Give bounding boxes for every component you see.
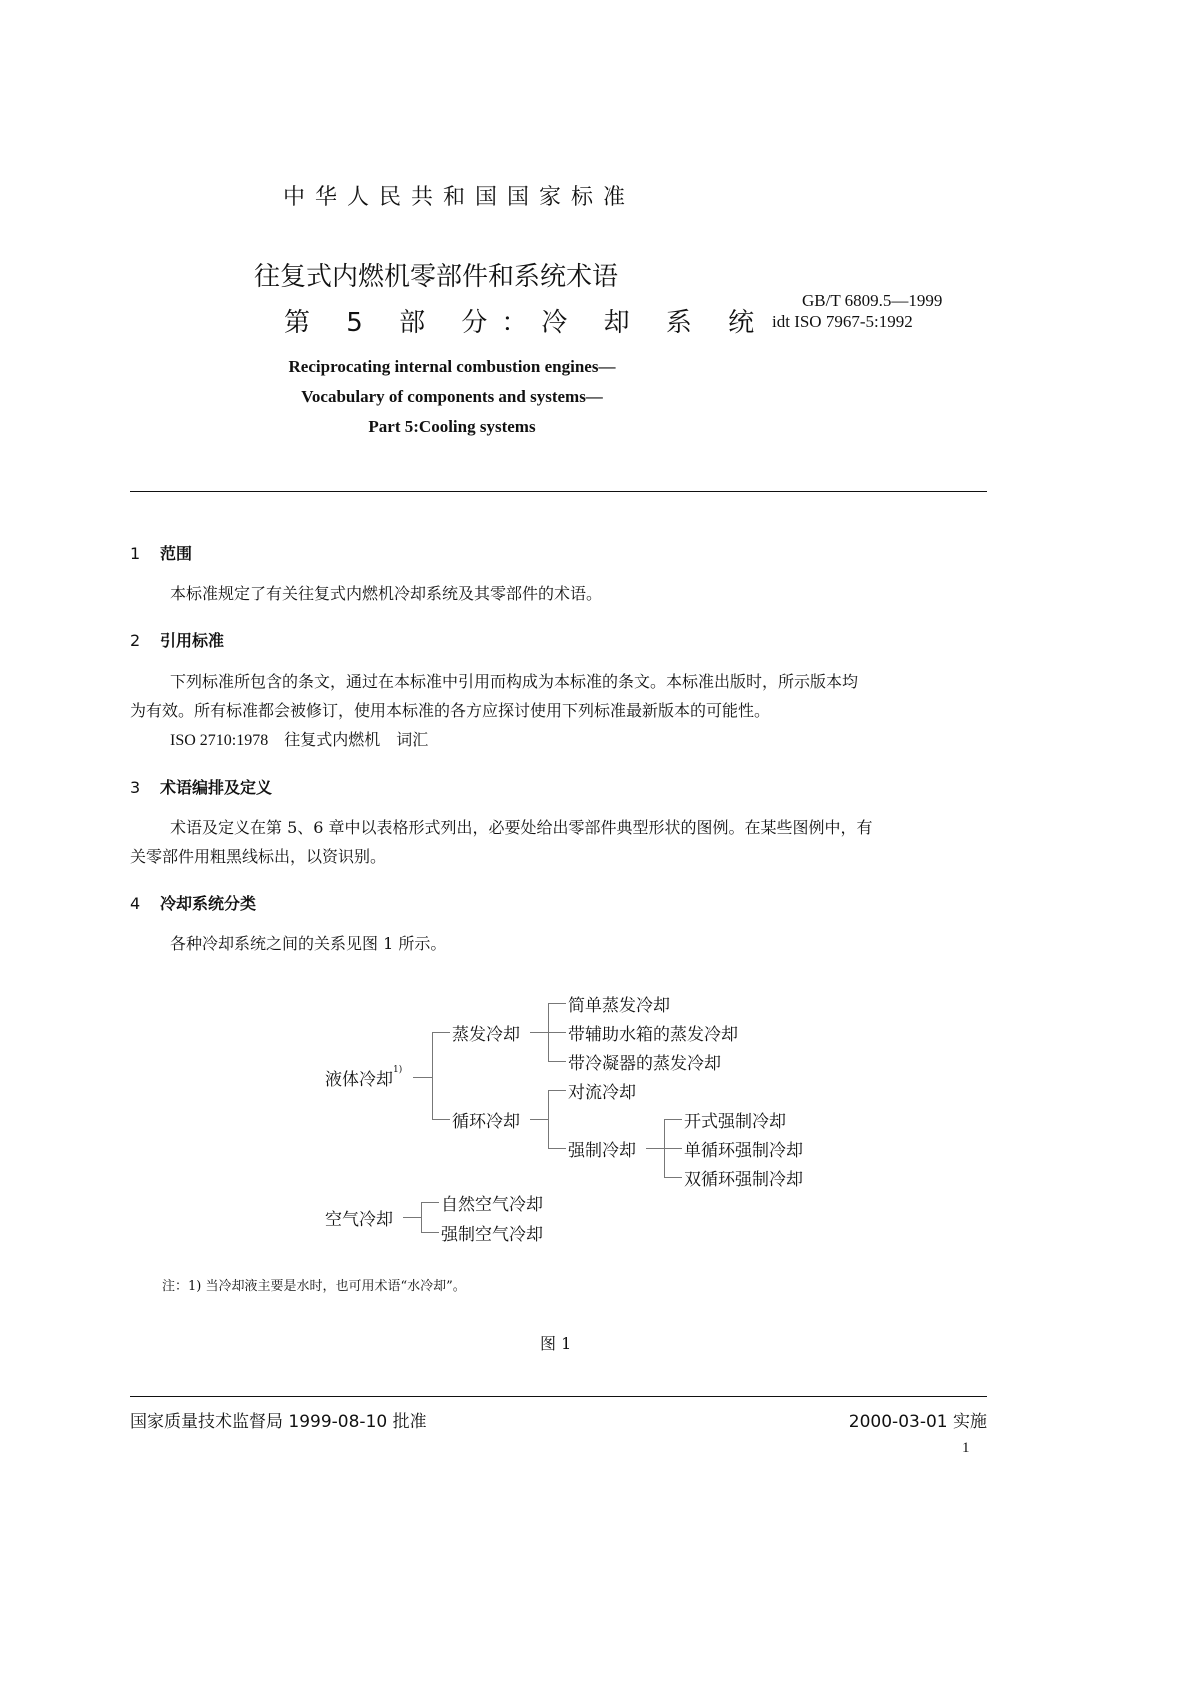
section-number: 4 <box>130 894 141 913</box>
connector-line <box>664 1148 682 1149</box>
section-2-heading <box>130 628 224 651</box>
node-dual-circuit: 双循环强制冷却 <box>684 1170 803 1190</box>
connector-line <box>432 1032 433 1120</box>
page-number: 1 <box>962 1440 970 1456</box>
footnote: 注：1) 当冷却液主要是水时，也可用术语“水冷却”。 <box>162 1279 466 1294</box>
node-liquid-cooling <box>325 1065 402 1090</box>
section-number: 3 <box>130 778 141 797</box>
connector-line <box>548 1148 566 1149</box>
node-convection: 对流冷却 <box>568 1083 636 1103</box>
node-evap-condenser: 带冷凝器的蒸发冷却 <box>568 1054 721 1074</box>
section-title: 术语编排及定义 <box>160 778 273 797</box>
section-3-para-line2: 关零部件用粗黑线标出，以资识别。 <box>130 847 387 866</box>
connector-line <box>421 1232 439 1233</box>
section-title: 范围 <box>160 544 193 563</box>
connector-line <box>432 1119 450 1120</box>
section-number: 1 <box>130 544 141 563</box>
connector-line <box>530 1032 548 1033</box>
section-4-heading <box>130 891 256 914</box>
effective-date: 2000-03-01 实施 <box>848 1412 987 1432</box>
connector-line <box>403 1217 421 1218</box>
connector-line <box>548 1003 566 1004</box>
connector-line <box>548 1090 549 1148</box>
section-3-para-line1: 术语及定义在第 5、6 章中以表格形式列出，必要处给出零部件典型形状的图例。在某些图例中，有 <box>170 818 873 837</box>
idt-code: idt ISO 7967-5:1992 <box>772 312 913 331</box>
connector-line <box>421 1202 439 1203</box>
node-single-circuit: 单循环强制冷却 <box>684 1141 803 1161</box>
section-2-para-line1: 下列标准所包含的条文，通过在本标准中引用而构成为本标准的条文。本标准出版时，所示版本均 <box>170 672 859 691</box>
section-2-para-line2: 为有效。所有标准都会被修订，使用本标准的各方应探讨使用下列标准最新版本的可能性。 <box>130 701 771 720</box>
reference-item <box>170 725 428 755</box>
national-standard-heading: 中华人民共和国国家标准 <box>283 185 636 210</box>
section-title: 冷却系统分类 <box>160 894 257 913</box>
connector-line <box>664 1119 682 1120</box>
english-title-2: Vocabulary of components and systems— <box>301 387 603 406</box>
connector-line <box>646 1148 664 1149</box>
figure-caption: 图 1 <box>540 1334 572 1353</box>
section-1-para: 本标准规定了有关往复式内燃机冷却系统及其零部件的术语。 <box>170 584 603 603</box>
section-number: 2 <box>130 631 141 650</box>
reference-title: 往复式内燃机 词汇 <box>284 730 429 749</box>
node-forced: 强制冷却 <box>568 1141 636 1161</box>
node-natural-air: 自然空气冷却 <box>441 1195 543 1215</box>
node-evap-aux-tank: 带辅助水箱的蒸发冷却 <box>568 1025 738 1045</box>
footnote-ref: 1) <box>393 1065 403 1075</box>
node-air-cooling: 空气冷却 <box>325 1210 393 1230</box>
connector-line <box>530 1119 548 1120</box>
connector-line <box>548 1090 566 1091</box>
standard-code: GB/T 6809.5—1999 <box>802 291 943 310</box>
section-3-heading <box>130 775 272 798</box>
node-evaporative-cooling: 蒸发冷却 <box>452 1025 520 1045</box>
approval-info: 国家质量技术监督局 1999-08-10 批准 <box>130 1412 427 1432</box>
node-label: 液体冷却 <box>325 1070 393 1090</box>
node-circulation-cooling: 循环冷却 <box>452 1112 520 1132</box>
connector-line <box>432 1032 450 1033</box>
section-4-para: 各种冷却系统之间的关系见图 1 所示。 <box>170 934 447 953</box>
node-forced-air: 强制空气冷却 <box>441 1225 543 1245</box>
connector-line <box>413 1077 432 1078</box>
node-open-forced: 开式强制冷却 <box>684 1112 786 1132</box>
footer-rule <box>130 1396 987 1397</box>
node-simple-evap: 简单蒸发冷却 <box>568 996 670 1016</box>
title-line-2: 第 5 部 分：冷 却 系 统 <box>284 308 769 338</box>
english-title-3: Part 5:Cooling systems <box>368 417 536 436</box>
english-title-1: Reciprocating internal combustion engines— <box>288 357 616 376</box>
section-1-heading <box>130 541 192 564</box>
connector-line <box>548 1032 566 1033</box>
header-rule <box>130 491 987 492</box>
reference-code: ISO 2710:1978 <box>170 732 269 749</box>
section-title: 引用标准 <box>160 631 225 650</box>
connector-line <box>664 1177 682 1178</box>
title-line-1: 往复式内燃机零部件和系统术语 <box>254 262 619 292</box>
connector-line <box>421 1202 422 1232</box>
connector-line <box>548 1061 566 1062</box>
